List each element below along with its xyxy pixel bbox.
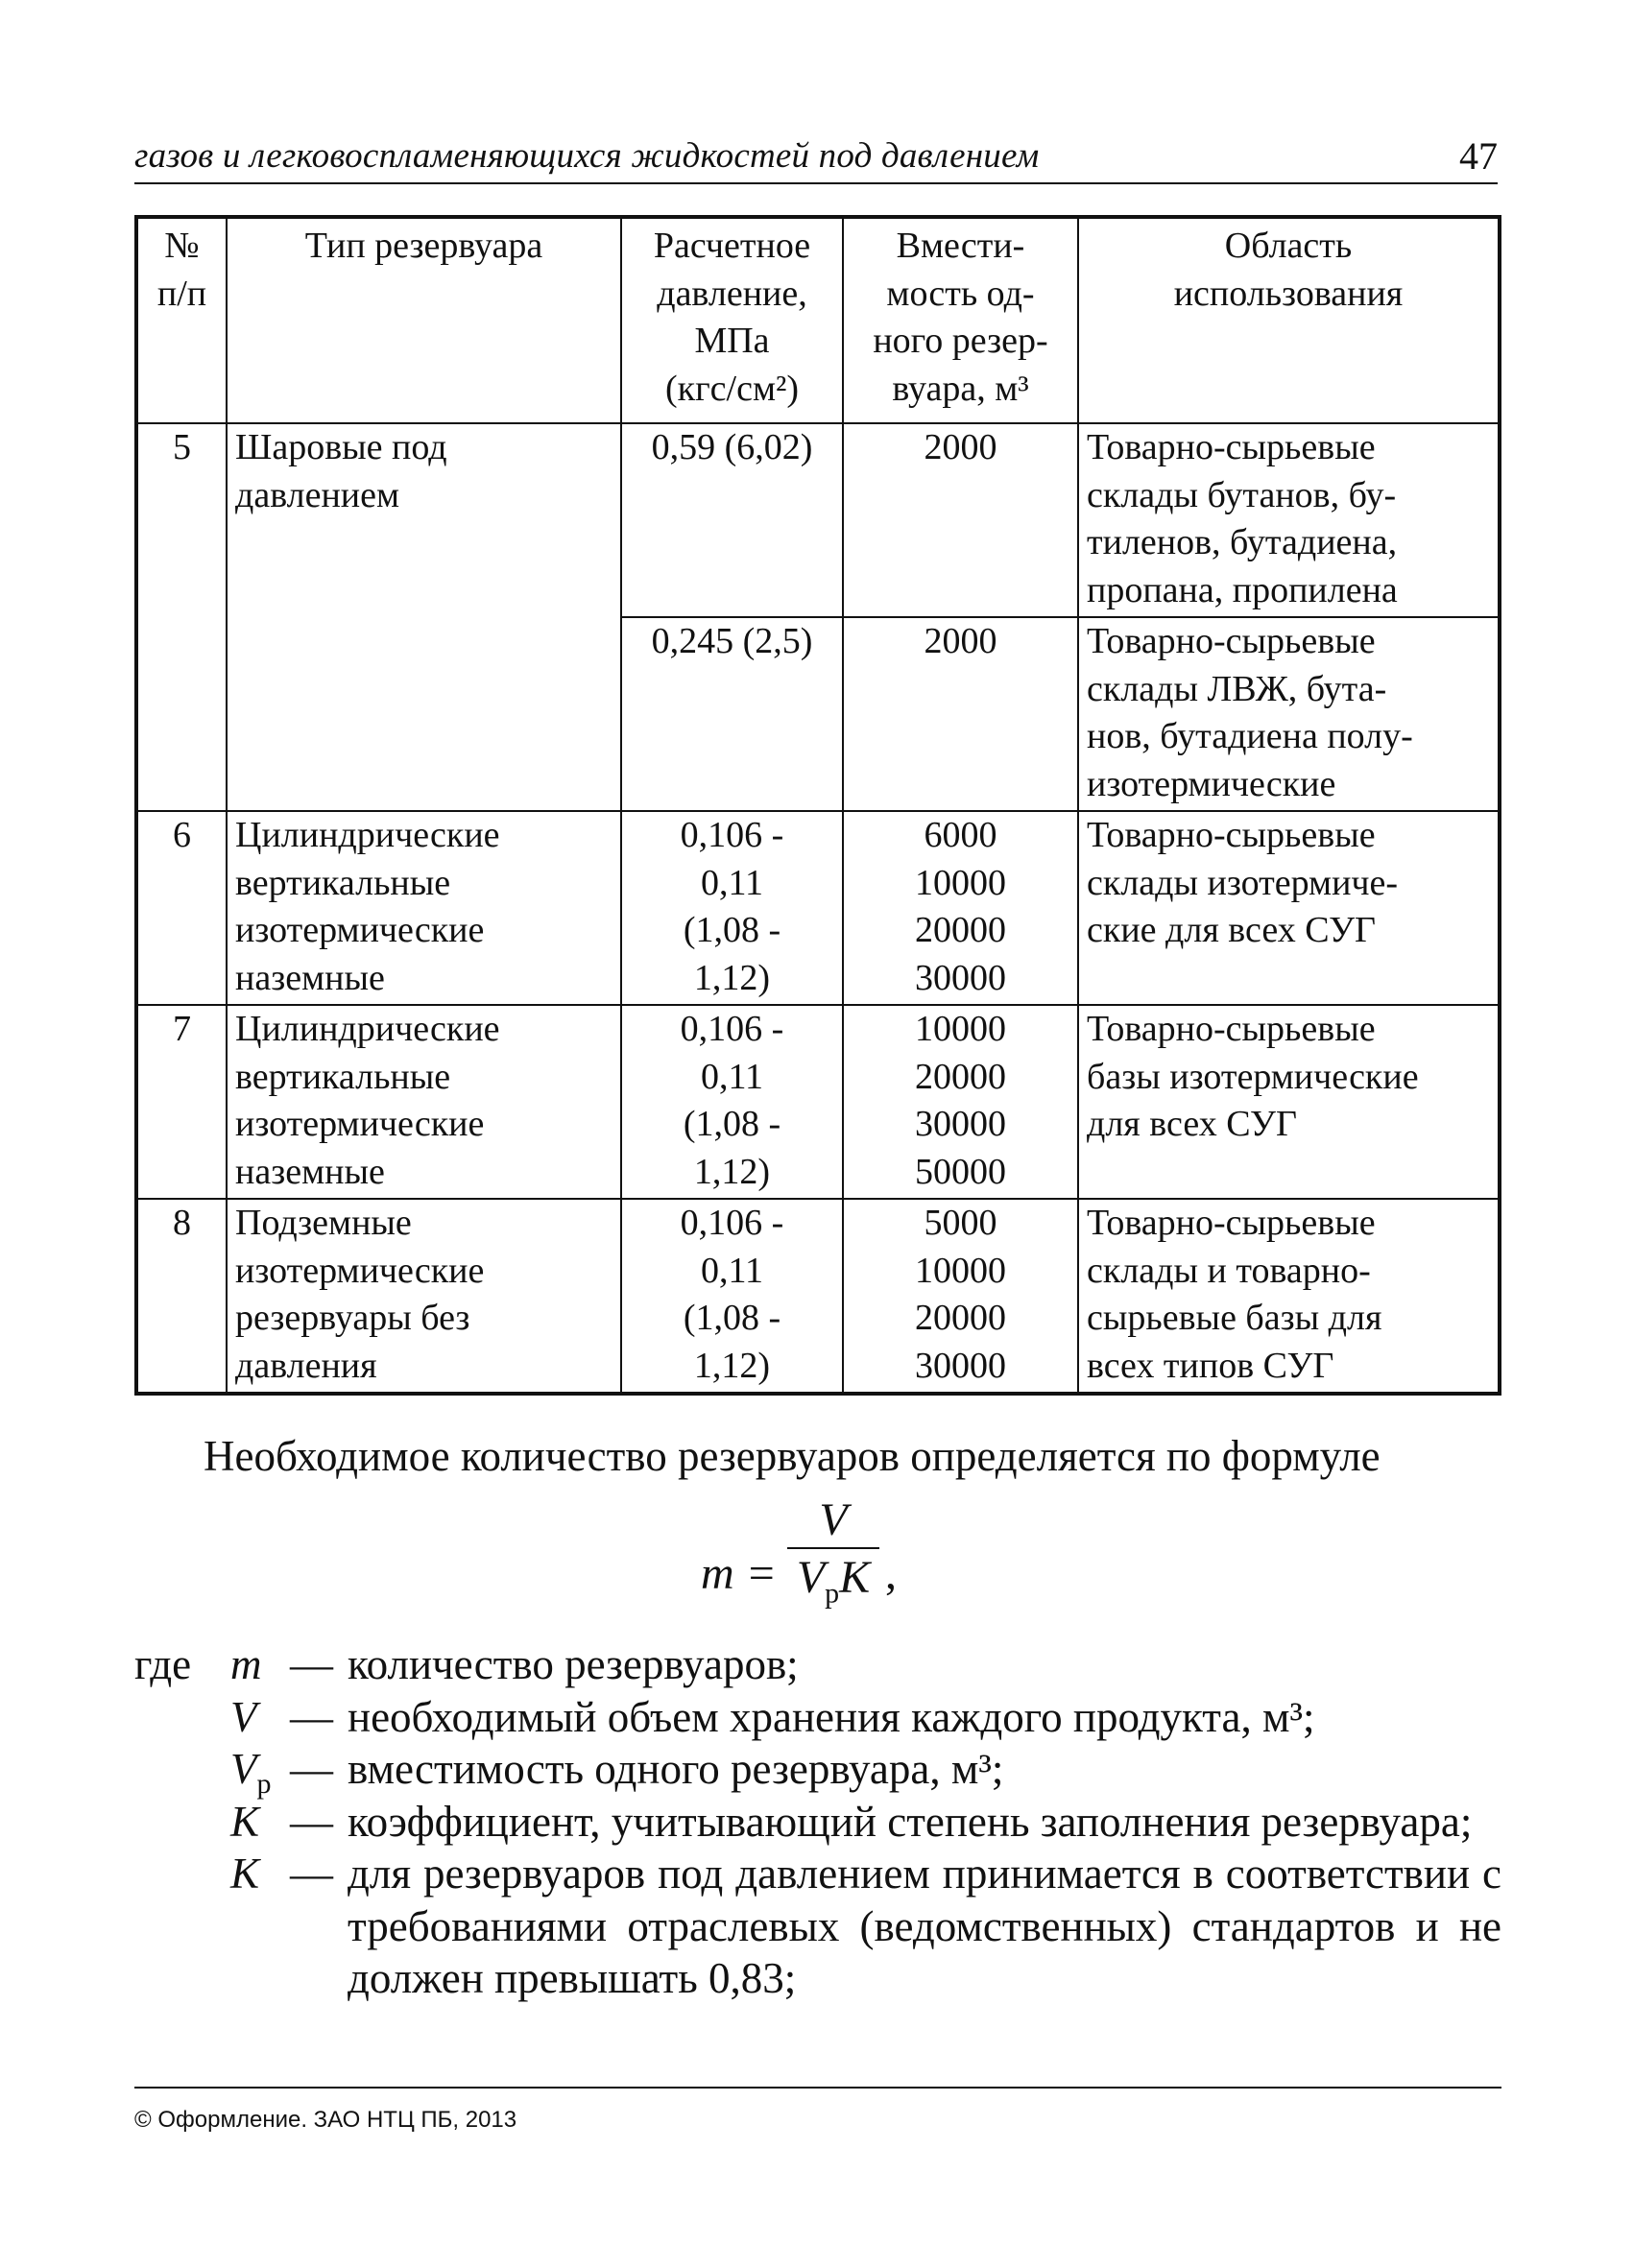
intro-paragraph: Необходимое количество резервуаров определяется по формуле — [204, 1432, 1381, 1480]
formula — [701, 1493, 989, 1657]
running-header — [134, 132, 1498, 184]
cell-line: изотермические — [235, 910, 485, 950]
definition-dash: — — [290, 1850, 333, 1898]
formula-lhs: m = — [701, 1548, 778, 1599]
header-use — [1078, 217, 1500, 423]
cell-line: (1,08 - — [683, 1104, 781, 1144]
cell-line: вертикальные — [235, 862, 451, 903]
definition-text: вместимость одного резервуара, м³; — [348, 1745, 1004, 1793]
cell-line: всех типов СУГ — [1087, 1345, 1334, 1386]
cell-line: 20000 — [915, 1298, 1006, 1338]
table-header-row — [136, 217, 1500, 423]
cell-num: 8 — [136, 1199, 227, 1394]
cell-type — [227, 617, 621, 811]
definitions-list — [134, 1638, 1501, 2005]
cell-line: склады ЛВЖ, бута- — [1087, 668, 1387, 709]
definition-text: необходимый объем хранения каждого продукта, м³; — [348, 1692, 1315, 1741]
where-label: где — [134, 1640, 192, 1688]
header-pressure — [621, 217, 843, 423]
table-row — [136, 617, 1500, 811]
cell-line: Вмести- — [896, 226, 1025, 266]
copyright: © Оформление. ЗАО НТЦ ПБ, 2013 — [134, 2107, 517, 2133]
page-number: 47 — [1459, 134, 1498, 178]
cell-line: 1,12) — [693, 1151, 771, 1192]
cell-use — [1078, 617, 1500, 811]
cell-capacity — [843, 811, 1078, 1005]
cell-line: Товарно-сырьевые — [1087, 427, 1376, 467]
cell-pressure — [621, 423, 843, 617]
definition-dash: — — [290, 1745, 333, 1793]
definition-item — [134, 1638, 1501, 1691]
cell-num: 6 — [136, 811, 227, 1005]
cell-line: наземные — [235, 1151, 385, 1192]
formula-numerator: V — [819, 1494, 848, 1545]
definition-item — [134, 1848, 1501, 2005]
cell-line: Товарно-сырьевые — [1087, 1009, 1376, 1049]
definition-symbol: K — [230, 1850, 260, 1898]
cell-line: резервуары без — [235, 1298, 470, 1338]
den-main: V — [796, 1552, 826, 1603]
cell-line: использования — [1173, 273, 1404, 314]
cell-line: пропана, пропилена — [1087, 569, 1398, 610]
cell-line: 0,106 - — [680, 1009, 784, 1049]
cell-line: 30000 — [915, 1345, 1006, 1386]
table-row — [136, 423, 1500, 617]
cell-line: Цилиндрические — [235, 1009, 500, 1049]
cell-line: 0,106 - — [680, 815, 784, 855]
cell-line: 1,12) — [693, 1345, 771, 1386]
table-row — [136, 1005, 1500, 1199]
formula-fraction — [785, 1493, 881, 1623]
table-row — [136, 811, 1500, 1005]
cell-line: давлением — [235, 474, 400, 515]
definition-dash: — — [290, 1797, 333, 1846]
cell-line: 10000 — [915, 1250, 1006, 1291]
cell-use — [1078, 811, 1500, 1005]
cell-line: МПа — [694, 321, 770, 361]
cell-line: п/п — [156, 273, 207, 314]
den-tail: K — [839, 1552, 871, 1603]
cell-line: 0,11 — [700, 862, 764, 903]
cell-line: изотермические — [235, 1250, 485, 1291]
cell-line: вуара, м³ — [892, 368, 1029, 409]
cell-line: склады изотермиче- — [1087, 862, 1399, 903]
cell-line: для всех СУГ — [1087, 1104, 1297, 1144]
cell-line: 0,11 — [700, 1056, 764, 1097]
cell-use — [1078, 1005, 1500, 1199]
cell-type — [227, 1199, 621, 1394]
cell-line: изотермические — [235, 1104, 485, 1144]
cell-use — [1078, 1199, 1500, 1394]
cell-line: Товарно-сырьевые — [1087, 815, 1376, 855]
cell-line: сырьевые базы для — [1087, 1298, 1382, 1338]
definition-symbol: K — [230, 1797, 260, 1846]
cell-line: 50000 — [915, 1151, 1006, 1192]
definition-item — [134, 1743, 1501, 1800]
cell-line: (1,08 - — [683, 1298, 781, 1338]
formula-comma: , — [885, 1548, 897, 1599]
cell-capacity — [843, 423, 1078, 617]
cell-type — [227, 423, 621, 617]
cell-line: 10000 — [915, 1009, 1006, 1049]
cell-use — [1078, 423, 1500, 617]
formula-denominator — [785, 1549, 881, 1623]
cell-line: Шаровые под — [235, 427, 447, 467]
cell-line: склады и товарно- — [1087, 1250, 1371, 1291]
cell-line: Цилиндрические — [235, 815, 500, 855]
cell-line: Тип резервуара — [304, 226, 543, 266]
cell-line: Область — [1224, 226, 1353, 266]
cell-line: 20000 — [915, 910, 1006, 950]
cell-line: 30000 — [915, 957, 1006, 998]
cell-line: ские для всех СУГ — [1087, 910, 1376, 950]
cell-line: 20000 — [915, 1056, 1006, 1097]
running-title: газов и легковоспламеняющихся жидкостей под давлением — [134, 136, 1040, 176]
cell-line: ного резер- — [873, 321, 1048, 361]
definition-symbol: V — [230, 1692, 257, 1741]
cell-line: Товарно-сырьевые — [1087, 621, 1376, 661]
header-type — [227, 217, 621, 423]
cell-line: Подземные — [235, 1203, 412, 1243]
cell-num: 7 — [136, 1005, 227, 1199]
cell-line: вертикальные — [235, 1056, 451, 1097]
cell-line: давление, — [657, 273, 807, 314]
cell-capacity — [843, 617, 1078, 811]
cell-pressure — [621, 1005, 843, 1199]
cell-pressure — [621, 617, 843, 811]
cell-pressure — [621, 811, 843, 1005]
cell-line: наземные — [235, 957, 385, 998]
tank-types-table — [134, 215, 1501, 1396]
definition-text: количество резервуаров; — [348, 1640, 799, 1688]
den-sub: р — [825, 1577, 840, 1610]
definition-symbol: m — [230, 1640, 262, 1688]
cell-line: 1,12) — [693, 957, 771, 998]
definition-text: для резервуаров под давлением принимается в соответствии с требованиями отраслевых (ведомственных) стандартов и не должен превышать 0,83; — [348, 1850, 1501, 2002]
cell-line: склады бутанов, бу- — [1087, 474, 1397, 515]
cell-type — [227, 811, 621, 1005]
definition-text: коэффициент, учитывающий степень заполнения резервуара; — [348, 1797, 1473, 1846]
cell-line: 10000 — [915, 862, 1006, 903]
definition-item — [134, 1691, 1501, 1744]
cell-line: (1,08 - — [683, 910, 781, 950]
cell-line: 0,106 - — [680, 1203, 784, 1243]
cell-line: нов, бутадиена полу- — [1087, 716, 1413, 756]
definition-item — [134, 1796, 1501, 1849]
cell-capacity — [843, 1005, 1078, 1199]
definition-dash: — — [290, 1692, 333, 1741]
cell-line: 0,245 (2,5) — [651, 621, 813, 661]
cell-line: 6000 — [924, 815, 997, 855]
cell-line: (кгс/см²) — [664, 368, 800, 409]
cell-capacity — [843, 1199, 1078, 1394]
definition-symbol: $V_р$ — [230, 1745, 272, 1800]
cell-line: Товарно-сырьевые — [1087, 1203, 1376, 1243]
cell-line: 2000 — [924, 427, 997, 467]
definition-dash: — — [290, 1640, 333, 1688]
cell-line: изотермические — [1087, 763, 1336, 804]
cell-num — [136, 617, 227, 811]
cell-line: давления — [235, 1345, 377, 1386]
cell-line: 0,11 — [700, 1250, 764, 1291]
cell-type — [227, 1005, 621, 1199]
footer — [134, 2087, 1501, 2135]
cell-line: мость од- — [886, 273, 1035, 314]
cell-num: 5 — [136, 423, 227, 617]
header-capacity — [843, 217, 1078, 423]
cell-line: Расчетное — [653, 226, 811, 266]
cell-line: 2000 — [924, 621, 997, 661]
cell-line: 5000 — [924, 1203, 997, 1243]
cell-line: базы изотермические — [1087, 1056, 1419, 1097]
cell-line: тиленов, бутадиена, — [1087, 522, 1398, 562]
table-row — [136, 1199, 1500, 1394]
cell-line: 30000 — [915, 1104, 1006, 1144]
cell-pressure — [621, 1199, 843, 1394]
cell-line: 0,59 (6,02) — [651, 427, 813, 467]
cell-line: № — [164, 226, 200, 266]
header-num — [136, 217, 227, 423]
